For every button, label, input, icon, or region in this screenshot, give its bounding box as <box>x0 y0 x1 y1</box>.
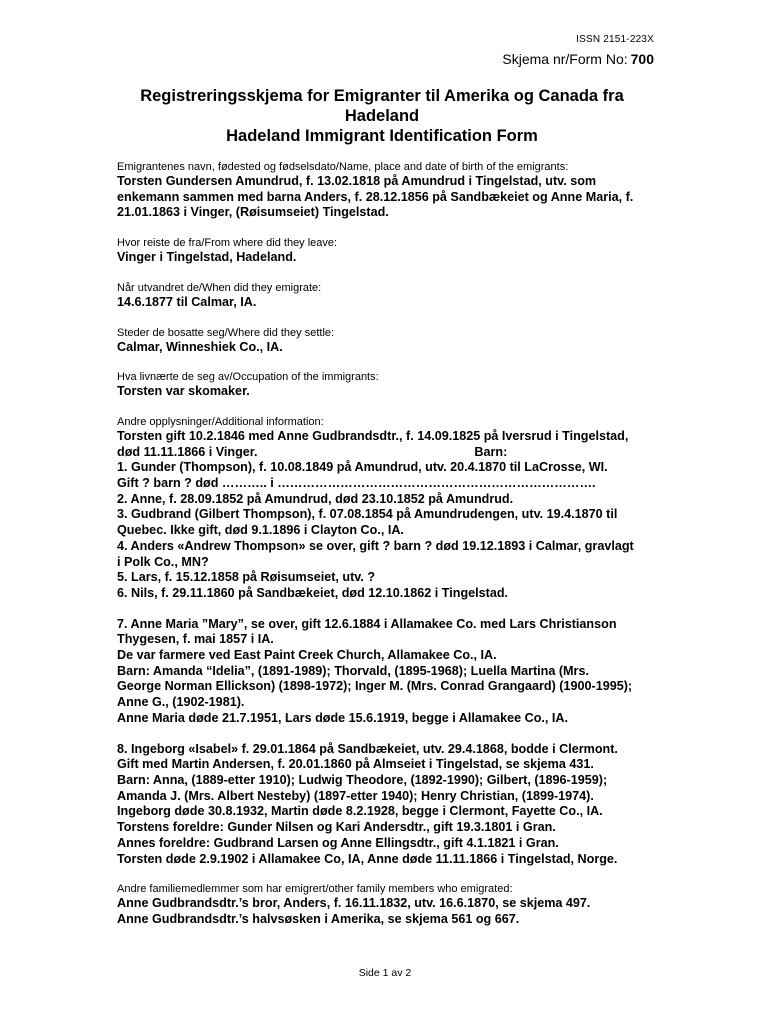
additional-line: 8. Ingeborg «Isabel» f. 29.01.1864 på Sandbækeiet, utv. 29.4.1868, bodde i Clermont. <box>117 741 618 756</box>
form-title <box>96 86 668 146</box>
family-label: Andre familiemedlemmer som har emigrert/other family members who emigrated: <box>117 883 513 896</box>
additional-line: 1. Gunder (Thompson), f. 10.08.1849 på Amundrud, utv. 20.4.1870 til LaCrosse, WI. <box>117 460 608 475</box>
settle-label: Steder de bosatte seg/Where did they settle: <box>117 326 335 339</box>
additional-line: Amanda J. (Mrs. Albert Nesteby) (1897-etter 1940); Henry Christian, (1899-1974). <box>117 788 594 803</box>
additional-line: Ingeborg døde 30.8.1932, Martin døde 8.2.1928, begge i Clermont, Fayette Co., IA. <box>117 804 603 819</box>
family-value <box>117 896 662 927</box>
additional-line: Gift ? barn ? død ……….. i …………………………………………………………………. <box>117 476 596 491</box>
family-line: Anne Gudbrandsdtr.’s bror, Anders, f. 16.11.1832, utv. 16.6.1870, se skjema 497. <box>117 896 591 911</box>
additional-info-block-1 <box>117 429 662 602</box>
settle-value: Calmar, Winneshiek Co., IA. <box>117 339 283 354</box>
names-label: Emigrantenes navn, fødested og fødselsdato/Name, place and date of birth of the emigrants: <box>117 161 569 173</box>
additional-line: 3. Gudbrand (Gilbert Thompson), f. 07.08.1854 på Amundrudengen, utv. 19.4.1870 til <box>117 507 618 522</box>
additional-line: Gift med Martin Andersen, f. 20.01.1860 på Almseiet i Tingelstad, se skjema 431. <box>117 757 594 772</box>
emigrate-label: Når utvandret de/When did they emigrate: <box>117 281 322 294</box>
additional-line: Barn: Anna, (1889-etter 1910); Ludwig Theodore, (1892-1990); Gilbert, (1896-1959); <box>117 772 608 787</box>
emigrate-value: 14.6.1877 til Calmar, IA. <box>117 294 257 309</box>
additional-line: Anne G., (1902-1981). <box>117 695 245 710</box>
additional-line: Torstens foreldre: Gunder Nilsen og Kari Andersdtr., gift 19.3.1801 i Gran. <box>117 820 556 835</box>
names-value <box>117 174 662 221</box>
additional-line: Quebec. Ikke gift, død 9.1.1896 i Clayton Co., IA. <box>117 523 404 538</box>
names-line: Torsten Gundersen Amundrud, f. 13.02.1818 på Amundrud i Tingelstad, utv. som <box>117 174 597 188</box>
names-line: enkemann sammen med barna Anders, f. 28.12.1856 på Sandbækeiet og Anne Maria, f. <box>117 189 634 204</box>
additional-line: 6. Nils, f. 29.11.1860 på Sandbækeiet, død 12.10.1862 i Tingelstad. <box>117 585 509 600</box>
additional-info-label: Andre opplysninger/Additional information: <box>117 415 324 428</box>
additional-line: død 11.11.1866 i Vinger. Barn: <box>117 444 508 459</box>
additional-line: Barn: Amanda “Idelia”, (1891-1989); Thorvald, (1895-1968); Luella Martina (Mrs. <box>117 663 589 678</box>
title-line-3: Hadeland Immigrant Identification Form <box>226 127 538 145</box>
additional-info-block-3 <box>117 742 662 868</box>
page-footer: Side 1 av 2 <box>358 967 412 979</box>
additional-info-block-2 <box>117 617 662 727</box>
additional-line: De var farmere ved East Paint Creek Church, Allamakee Co., IA. <box>117 648 497 663</box>
additional-line: 4. Anders «Andrew Thompson» se over, gift ? barn ? død 19.12.1893 i Calmar, gravlagt <box>117 538 634 553</box>
additional-line: 5. Lars, f. 15.12.1858 på Røisumseiet, utv. ? <box>117 570 376 585</box>
issn-number: ISSN 2151-223X <box>576 34 654 45</box>
additional-line: Thygesen, f. mai 1857 i IA. <box>117 632 274 647</box>
title-line-2: Hadeland <box>344 107 420 125</box>
additional-line: George Norman Ellickson) (1898-1972); Inger M. (Mrs. Conrad Grangaard) (1900-1995); <box>117 679 633 694</box>
names-line: 21.01.1863 i Vinger, (Røisumseiet) Tingelstad. <box>117 205 389 220</box>
leave-label: Hvor reiste de fra/From where did they leave: <box>117 237 338 250</box>
form-number-value: 700 <box>630 51 654 67</box>
additional-line: 7. Anne Maria ”Mary”, se over, gift 12.6.1884 i Allamakee Co. med Lars Christianson <box>117 616 617 631</box>
family-line: Anne Gudbrandsdtr.’s halvsøsken i Amerika, se skjema 561 og 667. <box>117 911 520 926</box>
form-number-label: Skjema nr/Form No: <box>502 51 628 67</box>
leave-value: Vinger i Tingelstad, Hadeland. <box>117 250 297 265</box>
additional-line: Annes foreldre: Gudbrand Larsen og Anne Ellingsdtr., gift 4.1.1821 i Gran. <box>117 835 559 850</box>
additional-line: i Polk Co., MN? <box>117 554 209 569</box>
form-number-line <box>502 51 654 67</box>
additional-line: 2. Anne, f. 28.09.1852 på Amundrud, død 23.10.1852 på Amundrud. <box>117 491 514 506</box>
form-content <box>117 160 662 928</box>
occupation-label: Hva livnærte de seg av/Occupation of the immigrants: <box>117 371 379 384</box>
occupation-value: Torsten var skomaker. <box>117 384 250 399</box>
title-line-1: Registreringsskjema for Emigranter til Amerika og Canada fra <box>140 87 624 105</box>
additional-line: Anne Maria døde 21.7.1951, Lars døde 15.6.1919, begge i Allamakee Co., IA. <box>117 710 568 725</box>
additional-line: Torsten døde 2.9.1902 i Allamakee Co, IA, Anne døde 11.11.1866 i Tingelstad, Norge. <box>117 851 618 866</box>
additional-line: Torsten gift 10.2.1846 med Anne Gudbrandsdtr., f. 14.09.1825 på Iversrud i Tingelstad, <box>117 428 629 443</box>
